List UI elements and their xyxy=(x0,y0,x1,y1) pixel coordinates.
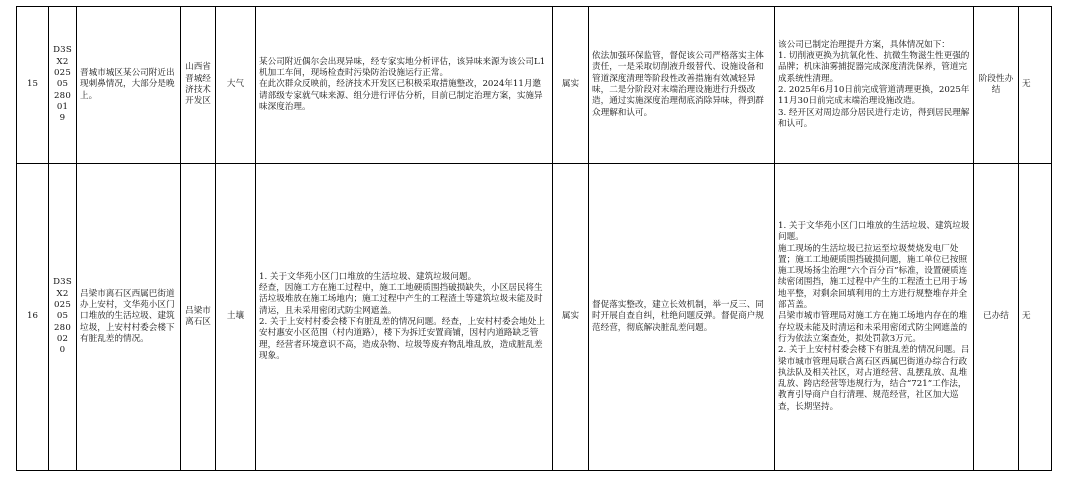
handling-result: 1. 关于文华苑小区门口堆放的生活垃圾、建筑垃圾问题。 施工现场的生活垃圾已拉运至垃圾焚烧发电厂处置；施工工地硬质围挡破损问题，施工单位已按照施工现场扬尘治理“六个百分百”标准，设置硬质连续密闭围挡，施工过程中产生的工程渣土已用于场地平整，对剩余回填利用的土方进行规整堆存并全部苫盖。 吕梁市城市管理局对施工方在施工场地内存在的堆存垃圾未能及时清运和未采用密闭式防尘网遮盖的行为依法立案查处，拟处罚款3万元。 2. 关于上安村村委会楼下有脏乱差的情况问题。吕梁市城市管理局联合离石区西属巴街道办综合行政执法队及相关社区，对占道经营、乱摆乱放、乱堆乱放、跨店经营等违规行为，结合“721”工作法，教育引导商户自行清理、规范经营，社区加大巡查，长期坚持。 xyxy=(775,164,974,471)
complaint-description: 吕梁市离石区西属巴街道办上安村，文华苑小区门口堆放的生活垃圾、建筑垃圾，上安村村委会楼下有脏乱差的情况。 xyxy=(77,164,181,471)
verdict: 属实 xyxy=(553,164,589,471)
complaint-table xyxy=(16,6,1052,471)
case-status: 阶段性办结 xyxy=(974,7,1019,164)
region: 山西省晋城经济技术开发区 xyxy=(181,7,216,164)
case-code: D3SX2 02505 28002 0 xyxy=(49,164,77,471)
case-status: 已办结 xyxy=(974,164,1019,471)
complaint-description: 晋城市城区某公司附近出现刺鼻情况，大部分是晚上。 xyxy=(77,7,181,164)
investigation-findings: 1. 关于文华苑小区门口堆放的生活垃圾、建筑垃圾问题。 经查，因施工方在施工过程中，施工工地硬质围挡破损缺失，小区居民将生活垃圾堆放在施工场地内；施工过程中产生的工程渣土等建筑垃圾未能及时清运，且未采用密闭式防尘网遮盖。 2. 关于上安村村委会楼下有脏乱差的情况问题。经查，上安村村委会地处上安村惠安小区范围（村内道路），楼下为拆迁安置商铺，因村内道路缺乏管理，经营者环境意识不高，造成杂物、垃圾等废弃物乱堆乱放，造成脏乱差现象。 xyxy=(256,164,553,471)
accountability: 无 xyxy=(1019,7,1052,164)
row-number: 16 xyxy=(17,164,49,471)
handling-result: 该公司已制定治理提升方案，具体情况如下： 1. 切削液更换为抗氧化性、抗微生物滋生性更强的品牌；机床油雾捕捉器完成深度清洗保养，管道完成系统性清理。 2. 2025年6月10日前完成管道清理更换，2025年11月30日前完成末端治理设施改造。 3. 经开区对周边部分居民进行走访，得到居民理解和认可。 xyxy=(775,7,974,164)
handling-measures: 督促落实整改，建立长效机制，举一反三、同时开展自查自纠，杜绝问题反弹。督促商户规范经营，彻底解决脏乱差问题。 xyxy=(589,164,775,471)
case-code: D3SX2 02505 28001 9 xyxy=(49,7,77,164)
pollution-type: 土壤 xyxy=(216,164,256,471)
region: 吕梁市离石区 xyxy=(181,164,216,471)
handling-measures: 依法加强环保监管，督促该公司严格落实主体责任，一是采取切削液升级替代、设施设备和管道深度清理等阶段性改善措施有效减轻异味，二是分阶段对末端治理设施进行升级改造，通过实施深度治理彻底消除异味，得到群众理解和认可。 xyxy=(589,7,775,164)
verdict: 属实 xyxy=(553,7,589,164)
table-row xyxy=(17,164,1052,471)
accountability: 无 xyxy=(1019,164,1052,471)
table-row xyxy=(17,7,1052,164)
pollution-type: 大气 xyxy=(216,7,256,164)
investigation-findings: 某公司附近偶尔会出现异味，经专家实地分析评估，该异味来源为该公司L1机加工车间，现场检查时污染防治设施运行正常。 在此次群众反映前，经济技术开发区已积极采取措施整改，2024年11月邀请部级专家就气味来源、组分进行评估分析，目前已制定治理方案，实施异味深度治理。 xyxy=(256,7,553,164)
row-number: 15 xyxy=(17,7,49,164)
